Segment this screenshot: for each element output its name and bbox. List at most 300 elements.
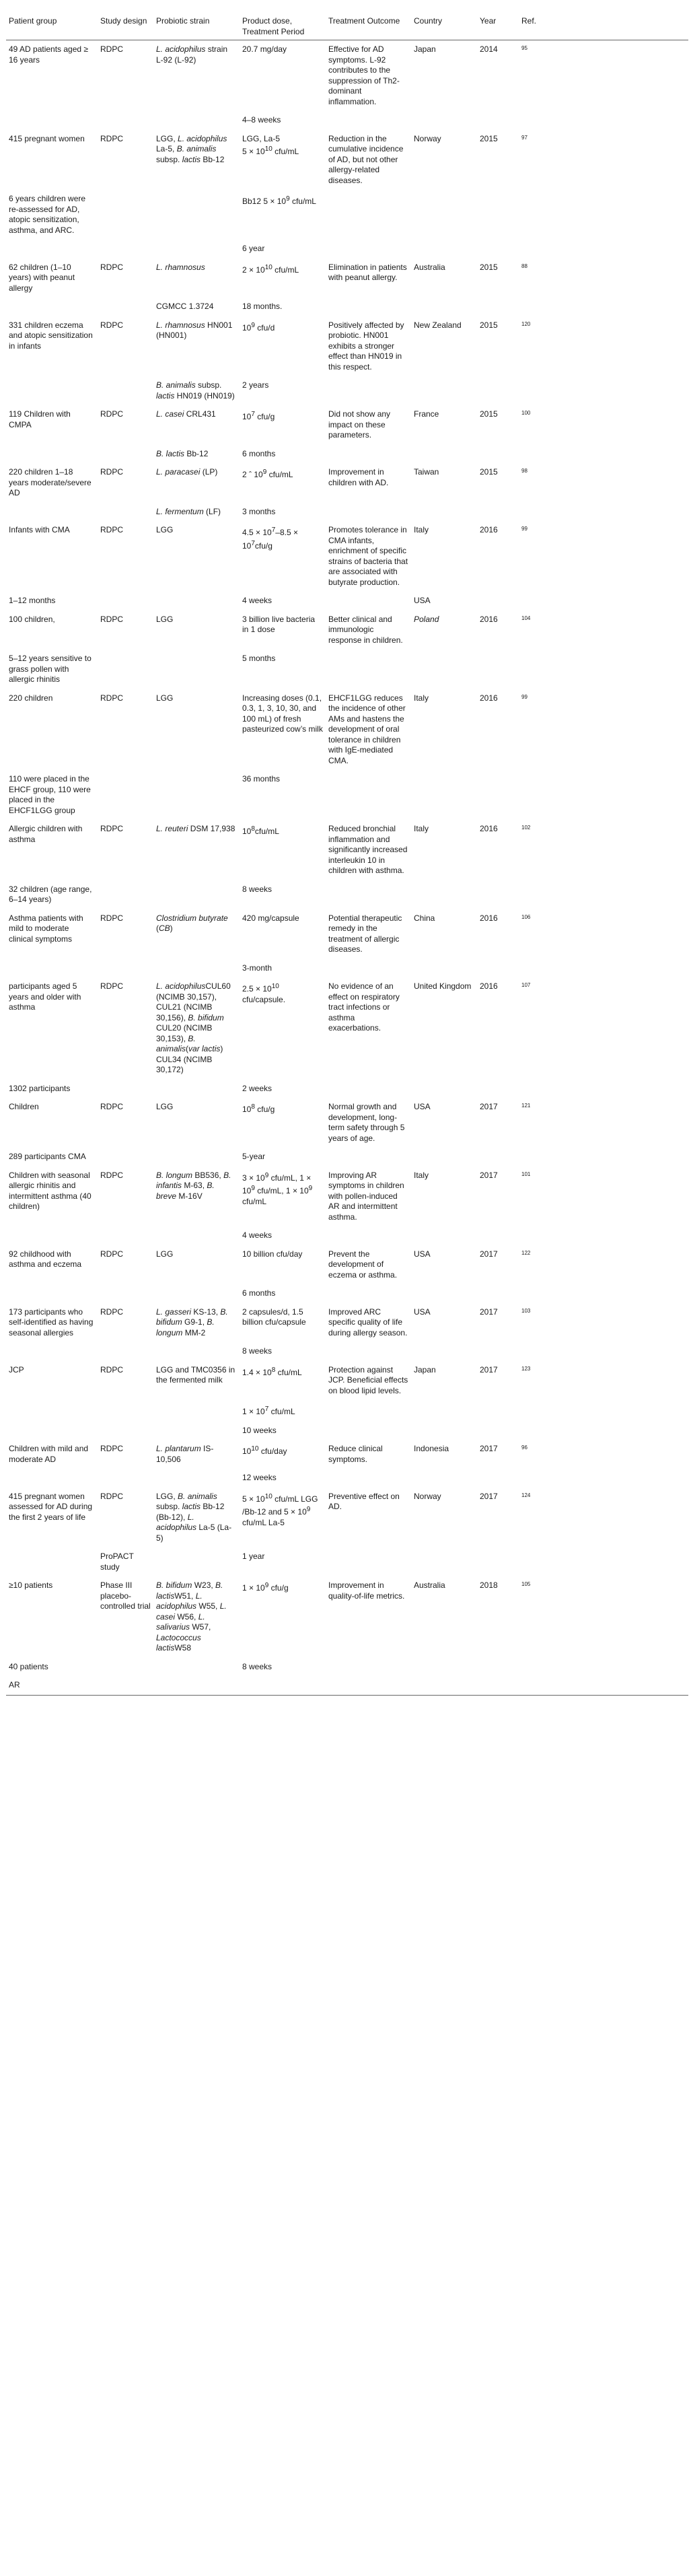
cell-product-dose: 1 year [242,1552,265,1561]
probiotic-studies-table [6,15,688,1696]
cell-study-design [98,770,153,820]
cell-year: 2017 [480,1102,498,1111]
table-row [6,650,688,689]
cell-ref [519,1440,688,1469]
cell-treatment-outcome [326,1469,411,1488]
cell-country: Italy [414,525,429,534]
cell-year: 2018 [480,1580,498,1590]
cell-treatment-outcome: Reduced bronchial inflammation and significantly increased interleukin 10 in children with asthma. [328,824,408,875]
table-row [6,1576,688,1658]
cell-year: 2017 [480,1307,498,1317]
cell-country [411,111,477,130]
cell-study-design [98,298,153,316]
cell-probiotic-strain [153,592,240,611]
cell-treatment-outcome [326,503,411,522]
cell-country [411,240,477,258]
cell-patient-group [6,1342,98,1361]
cell-probiotic-strain [153,1469,240,1488]
cell-product-dose: 2 capsules/d, 1.5 billion cfu/capsule [242,1307,306,1327]
cell-treatment-outcome [326,445,411,464]
cell-treatment-outcome [326,111,411,130]
cell-study-design [98,376,153,405]
cell-probiotic-strain [153,1400,240,1422]
cell-ref [519,689,688,771]
cell-ref [519,1226,688,1245]
cell-treatment-outcome [326,1422,411,1440]
cell-patient-group: 415 pregnant women assessed for AD during the first 2 years of life [9,1491,93,1522]
cell-patient-group [6,298,98,316]
cell-product-dose: 5 months [242,654,276,663]
cell-product-dose: $10^7$ cfu/g [242,411,275,421]
cell-year [477,959,519,978]
cell-country [411,1422,477,1440]
cell-country: Norway [414,133,441,143]
reference-number: 98 [521,468,528,474]
cell-country [411,1080,477,1099]
cell-country: China [414,913,435,923]
cell-study-design: RDPC [100,1170,124,1180]
table-row [6,1284,688,1303]
table-row [6,1547,688,1576]
cell-treatment-outcome: Improved ARC specific quality of life during allergy season. [328,1307,408,1337]
table-row [6,190,688,240]
cell-probiotic-strain [153,770,240,820]
reference-number: 96 [521,1444,528,1451]
cell-patient-group: JCP [9,1364,24,1374]
reference-number: 106 [521,913,531,920]
cell-ref [519,1422,688,1440]
cell-product-dose: 3-month [242,963,272,973]
cell-treatment-outcome [326,1658,411,1677]
table-row [6,298,688,316]
cell-study-design: RDPC [100,133,124,143]
cell-probiotic-strain: LGG, B. animalis subsp. lactis Bb-12 (Bb-12), L. acidophilus La-5 (La-5) [156,1491,232,1543]
cell-country: USA [414,1102,431,1111]
cell-study-design: RDPC [100,409,124,419]
cell-year: 2017 [480,1170,498,1180]
cell-study-design [98,959,153,978]
cell-year [477,1284,519,1303]
cell-ref [519,405,688,445]
cell-patient-group: Asthma patients with mild to moderate clinical symptoms [9,913,83,944]
cell-probiotic-strain [153,1422,240,1440]
cell-year: 2017 [480,1249,498,1259]
cell-product-dose: 4 weeks [242,1230,272,1240]
reference-number: 120 [521,320,531,327]
cell-patient-group: participants aged 5 years and older with asthma [9,981,81,1012]
cell-patient-group [6,1226,98,1245]
cell-treatment-outcome [326,1148,411,1167]
cell-probiotic-strain: Clostridium butyrate (CB) [156,913,228,933]
cell-treatment-outcome: Did not show any impact on these parameters. [328,409,391,440]
cell-year [477,111,519,130]
table-row [6,977,688,1080]
table-row [6,1676,688,1695]
cell-country: Italy [414,693,429,703]
cell-study-design: RDPC [100,525,124,534]
cell-treatment-outcome [326,1226,411,1245]
cell-probiotic-strain: L. reuteri DSM 17,938 [156,824,235,833]
cell-probiotic-strain: CGMCC 1.3724 [156,302,214,311]
cell-year [477,1342,519,1361]
cell-treatment-outcome: Better clinical and immunologic response in children. [328,614,403,645]
table-row [6,40,688,112]
cell-country: France [414,409,439,419]
cell-study-design: RDPC [100,262,124,272]
cell-product-dose: 4–8 weeks [242,115,281,125]
cell-product-dose: 2 ˆ $10^9$ cfu/mL [242,468,293,479]
cell-year [477,1148,519,1167]
cell-probiotic-strain [153,240,240,258]
cell-year: 2016 [480,693,498,703]
cell-probiotic-strain [153,1658,240,1677]
header-country: Country [411,15,477,40]
cell-country [411,1284,477,1303]
cell-patient-group: 415 pregnant women [9,133,85,143]
cell-year: 2016 [480,614,498,624]
cell-probiotic-strain: L. plantarum IS-10,506 [156,1444,214,1464]
cell-treatment-outcome: Prevent the development of eczema or asthma. [328,1249,398,1280]
cell-country: Norway [414,1491,441,1501]
cell-study-design [98,1469,153,1488]
cell-country [411,1547,477,1576]
cell-probiotic-strain [153,880,240,909]
cell-study-design [98,1342,153,1361]
cell-patient-group: 1–12 months [9,596,56,605]
cell-ref [519,1676,688,1695]
cell-treatment-outcome: Potential therapeutic remedy in the treatment of allergic diseases. [328,913,402,954]
cell-product-dose: 8 weeks [242,1346,272,1356]
table-row [6,1469,688,1488]
cell-treatment-outcome [326,376,411,405]
cell-probiotic-strain: L. rhamnosus [156,262,205,272]
cell-year [477,298,519,316]
cell-treatment-outcome: Improvement in quality-of-life metrics. [328,1580,405,1601]
cell-product-dose: 10 weeks [242,1425,277,1435]
cell-treatment-outcome [326,1080,411,1099]
reference-number: 100 [521,410,531,416]
cell-product-dose: 20.7 mg/day [242,44,287,54]
cell-probiotic-strain: L. paracasei (LP) [156,467,218,477]
cell-patient-group: 110 were placed in the EHCF group, 110 were placed in the EHCF1LGG group [9,774,91,815]
cell-patient-group: 173 participants who self-identified as having seasonal allergies [9,1307,94,1337]
cell-study-design: RDPC [100,1249,124,1259]
cell-study-design: RDPC [100,1307,124,1317]
cell-product-dose: 2 years [242,380,269,390]
cell-year [477,1422,519,1440]
cell-ref [519,1547,688,1576]
cell-year: 2015 [480,262,498,272]
cell-year [477,1658,519,1677]
cell-year [477,592,519,611]
cell-study-design: RDPC [100,467,124,477]
cell-year [477,1226,519,1245]
cell-treatment-outcome: Improving AR symptoms in children with pollen-induced AR and intermittent asthma. [328,1170,404,1222]
cell-product-dose: $10^9$ cfu/d [242,321,275,333]
cell-ref [519,1284,688,1303]
cell-study-design: RDPC [100,320,124,330]
cell-treatment-outcome [326,1284,411,1303]
cell-product-dose: 3 months [242,506,276,516]
reference-number: 97 [521,134,528,141]
cell-study-design: RDPC [100,693,124,703]
cell-country [411,190,477,240]
cell-ref [519,298,688,316]
cell-product-dose: 36 months [242,774,281,784]
table-row [6,376,688,405]
cell-ref [519,820,688,880]
cell-patient-group: Children with seasonal allergic rhinitis and intermittent asthma (40 children) [9,1170,92,1211]
table-row [6,1422,688,1440]
cell-product-dose: $4.5 \times 10^7-8.5 \times 10^7cfu/g$ [242,526,298,551]
cell-year: 2015 [480,133,498,143]
cell-product-dose [240,1676,326,1695]
cell-year [477,1400,519,1422]
cell-country [411,298,477,316]
cell-probiotic-strain [153,1148,240,1167]
table-row [6,1400,688,1422]
cell-patient-group [6,376,98,405]
cell-study-design: RDPC [100,824,124,833]
cell-year: 2015 [480,320,498,330]
cell-year: 2015 [480,409,498,419]
cell-treatment-outcome: Reduce clinical symptoms. [328,1444,383,1464]
cell-product-dose: 6 year [242,244,265,253]
cell-treatment-outcome [326,240,411,258]
cell-ref [519,521,688,592]
cell-probiotic-strain [153,1226,240,1245]
reference-number: 101 [521,1171,531,1177]
cell-country [411,1400,477,1422]
cell-country [411,959,477,978]
cell-product-dose: 2 weeks [242,1083,272,1093]
cell-country: USA [414,1249,431,1259]
cell-country [411,1148,477,1167]
cell-year: 2016 [480,824,498,833]
cell-study-design [98,592,153,611]
cell-treatment-outcome [326,1400,411,1422]
cell-country: USA [414,596,431,605]
table-row [6,111,688,130]
cell-year [477,1080,519,1099]
cell-patient-group: 5–12 years sensitive to grass pollen with allergic rhinitis [9,654,92,684]
table-row [6,405,688,445]
cell-treatment-outcome [326,1342,411,1361]
cell-country [411,1226,477,1245]
cell-country [411,650,477,689]
cell-patient-group: Allergic children with asthma [9,824,83,844]
cell-patient-group: 92 childhood with asthma and eczema [9,1249,82,1269]
cell-patient-group: Children [9,1102,39,1111]
cell-ref [519,445,688,464]
cell-study-design: RDPC [100,1491,124,1501]
cell-study-design [98,111,153,130]
cell-product-dose: 8 weeks [242,884,272,894]
cell-country: United Kingdom [414,981,472,991]
cell-country: Indonesia [414,1444,449,1453]
cell-country: New Zealand [414,320,462,330]
cell-ref [519,1080,688,1099]
cell-year [477,650,519,689]
cell-patient-group: 49 AD patients aged ≥ 16 years [9,44,89,65]
reference-number: 88 [521,263,528,269]
cell-patient-group: Infants with CMA [9,525,70,534]
cell-study-design [98,1658,153,1677]
cell-year [477,880,519,909]
cell-probiotic-strain: LGG, L. acidophilus La-5, B. animalis subsp. lactis Bb-12 [156,133,227,164]
cell-year [477,445,519,464]
table-row [6,1080,688,1099]
cell-study-design [98,240,153,258]
cell-patient-group [6,1547,98,1576]
cell-study-design: RDPC [100,44,124,54]
header-ref: Ref. [519,15,688,40]
cell-patient-group: 289 participants CMA [9,1152,86,1161]
cell-patient-group: 40 patients [9,1661,48,1671]
header-row [6,15,688,40]
table-row [6,1303,688,1343]
reference-number: 121 [521,1103,531,1109]
cell-study-design [98,1226,153,1245]
reference-number: 95 [521,45,528,51]
cell-ref [519,1576,688,1658]
cell-ref [519,376,688,405]
cell-ref [519,503,688,522]
cell-patient-group: 6 years children were re-assessed for AD, atopic sensitization, asthma, and ARC. [9,194,86,235]
cell-year [477,503,519,522]
cell-product-dose: LGG, La-5 $5 \times 10^{10}$ cfu/mL [242,133,299,156]
cell-study-design [98,1080,153,1099]
cell-product-dose: $1 \times 10^9$ cfu/g [242,1582,289,1593]
cell-treatment-outcome [326,770,411,820]
cell-probiotic-strain: LGG [156,525,174,534]
cell-treatment-outcome [326,1676,411,1695]
cell-probiotic-strain [153,650,240,689]
cell-country [411,770,477,820]
cell-country [411,1676,477,1695]
table-row [6,1488,688,1548]
table-row [6,445,688,464]
cell-probiotic-strain: LGG [156,693,174,703]
cell-patient-group: 1302 participants [9,1083,71,1093]
cell-ref [519,1167,688,1227]
cell-year: 2017 [480,1491,498,1501]
cell-year [477,190,519,240]
table-row [6,1098,688,1148]
cell-probiotic-strain: L. gasseri KS-13, B. bifidum G9-1, B. longum MM-2 [156,1307,228,1337]
cell-product-dose: 4 weeks [242,596,272,605]
table-row [6,592,688,611]
cell-product-dose: Bb12 $5 \times 10^9$ cfu/mL [242,195,316,206]
cell-patient-group [6,1400,98,1422]
cell-study-design [98,1422,153,1440]
cell-ref [519,130,688,190]
cell-country [411,376,477,405]
cell-study-design: RDPC [100,981,124,991]
cell-treatment-outcome: Improvement in children with AD. [328,467,389,487]
cell-study-design [98,190,153,240]
cell-probiotic-strain: B. longum BB536, B. infantis M-63, B. breve M-16V [156,1170,231,1201]
cell-country: Italy [414,1170,429,1180]
cell-country: Poland [414,614,439,624]
cell-ref [519,1245,688,1285]
reference-number: 103 [521,1307,531,1314]
cell-patient-group [6,1422,98,1440]
header-product-dose: Product dose, Treatment Period [240,15,326,40]
cell-ref [519,240,688,258]
cell-study-design [98,1676,153,1695]
cell-country [411,1658,477,1677]
cell-year [477,1469,519,1488]
cell-study-design [98,650,153,689]
cell-patient-group [6,445,98,464]
cell-probiotic-strain: B. lactis Bb-12 [156,448,209,458]
cell-treatment-outcome [326,959,411,978]
cell-study-design [98,503,153,522]
cell-country [411,1469,477,1488]
cell-product-dose: $1 \times 10^7$ cfu/mL [242,1405,295,1416]
cell-patient-group: 119 Children with CMPA [9,409,71,429]
cell-patient-group [6,1284,98,1303]
cell-probiotic-strain: B. animalis subsp. lactis HN019 (HN019) [156,380,235,401]
cell-probiotic-strain [153,190,240,240]
cell-country: Italy [414,824,429,833]
cell-country: Australia [414,262,445,272]
cell-country: Japan [414,1364,436,1374]
cell-probiotic-strain [153,1676,240,1695]
cell-country: Japan [414,44,436,54]
cell-ref [519,463,688,503]
cell-product-dose: 10 billion cfu/day [242,1249,303,1259]
cell-product-dose: 6 months [242,448,276,458]
cell-treatment-outcome: Elimination in patients with peanut allergy. [328,262,407,282]
cell-probiotic-strain [153,1284,240,1303]
cell-study-design [98,880,153,909]
cell-probiotic-strain [153,1547,240,1576]
table-row [6,1342,688,1361]
cell-product-dose: $10^8$ cfu/g [242,1103,275,1114]
cell-country: Taiwan [414,467,439,477]
reference-number: 105 [521,1581,531,1587]
cell-patient-group: 220 children [9,693,53,703]
cell-country [411,445,477,464]
cell-ref [519,1342,688,1361]
cell-ref [519,1658,688,1677]
cell-ref [519,1148,688,1167]
cell-ref [519,1303,688,1343]
cell-study-design: RDPC [100,614,124,624]
cell-treatment-outcome: Reduction in the cumulative incidence of AD, but not other allergy-related diseases. [328,133,404,185]
header-probiotic-strain: Probiotic strain [153,15,240,40]
table-row [6,959,688,978]
cell-ref [519,977,688,1080]
cell-probiotic-strain: LGG and TMC0356 in the fermented milk [156,1364,235,1385]
cell-year: 2016 [480,525,498,534]
cell-year: 2016 [480,981,498,991]
cell-year: 2014 [480,44,498,54]
cell-probiotic-strain: LGG [156,614,174,624]
cell-product-dose: $2.5 \times 10^{10}$ cfu/capsule. [242,983,286,1004]
cell-ref [519,770,688,820]
table-row [6,909,688,959]
cell-probiotic-strain: L. acidophilus strain L-92 (L-92) [156,44,228,65]
cell-country [411,880,477,909]
cell-year: 2016 [480,913,498,923]
cell-year: 2015 [480,467,498,477]
cell-ref [519,316,688,377]
table-row [6,1361,688,1401]
cell-ref [519,111,688,130]
